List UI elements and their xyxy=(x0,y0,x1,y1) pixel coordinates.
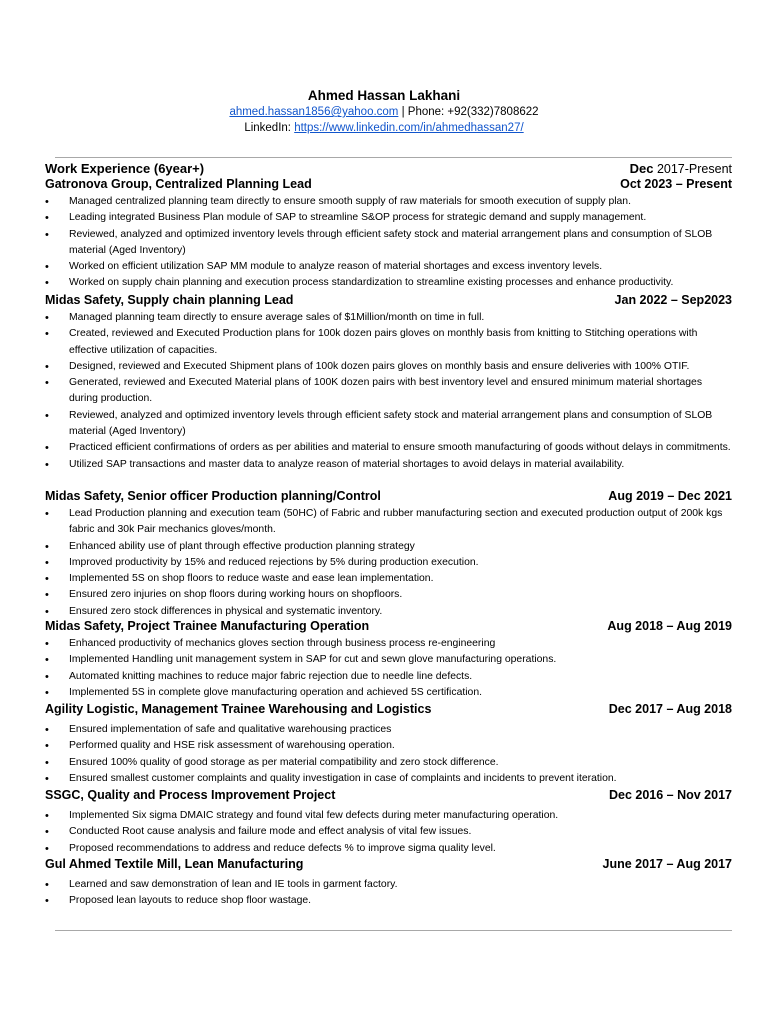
job-title: Midas Safety, Project Trainee Manufacturing Operation xyxy=(45,619,370,633)
list-item: • Automated knitting machines to reduce major fabric rejection due to needle line defects. xyxy=(45,669,732,685)
job-title: Gatronova Group, Centralized Planning Lead xyxy=(45,177,312,191)
job-bullets xyxy=(45,877,732,910)
contact-line xyxy=(0,104,768,120)
list-item: • Ensured implementation of safe and qualitative warehousing practices xyxy=(45,722,732,738)
bottom-divider xyxy=(55,930,732,931)
job-title: Agility Logistic, Management Trainee Warehousing and Logistics xyxy=(45,702,432,716)
job-bullets xyxy=(45,194,732,292)
list-item: • Implemented Handling unit management system in SAP for cut and sewn glove manufacturing operations. xyxy=(45,652,732,668)
resume-header xyxy=(0,88,768,136)
job-date: Aug 2019 – Dec 2021 xyxy=(608,489,732,503)
list-item: • Managed planning team directly to ensure average sales of $1Million/month on time in full. xyxy=(45,310,732,326)
job-title: SSGC, Quality and Process Improvement Project xyxy=(45,788,336,802)
job-entry xyxy=(45,788,732,857)
list-item: • Worked on supply chain planning and execution process standardization to streamline existing processes and enhance productivity. xyxy=(45,275,732,291)
list-item: • Proposed lean layouts to reduce shop floor wastage. xyxy=(45,893,732,909)
list-item: • Designed, reviewed and Executed Shipment plans of 100k dozen pairs gloves on monthly basis and ensure deliveries with 100% OTIF. xyxy=(45,359,732,375)
list-item: • Lead Production planning and execution team (50HC) of Fabric and rubber manufacturing section and executed production output of 200k kgs fabric and 30k Pair mechanics gloves/month. xyxy=(45,506,732,539)
job-title: Midas Safety, Senior officer Production planning/Control xyxy=(45,489,381,503)
list-item: • Worked on efficient utilization SAP MM module to analyze reason of material shortages and excess inventory levels. xyxy=(45,259,732,275)
section-title: Work Experience (6year+) xyxy=(45,161,205,176)
list-item: • Learned and saw demonstration of lean and IE tools in garment factory. xyxy=(45,877,732,893)
job-date: Jan 2022 – Sep2023 xyxy=(614,293,732,307)
list-item: • Utilized SAP transactions and master data to analyze reason of material shortages to avoid delays in material availability. xyxy=(45,457,732,473)
list-item: • Generated, reviewed and Executed Material plans of 100K dozen pairs with best inventory level and ensured minimum material shortages during production. xyxy=(45,375,732,408)
job-entry xyxy=(45,857,732,910)
list-item: • Ensured smallest customer complaints and quality investigation in case of complaints and incidents to prevent iteration. xyxy=(45,771,732,787)
list-item: • Ensured zero injuries on shop floors during working hours on shopfloors. xyxy=(45,587,732,603)
job-bullets xyxy=(45,506,732,620)
list-item: • Enhanced ability use of plant through effective production planning strategy xyxy=(45,539,732,555)
list-item: • Implemented Six sigma DMAIC strategy and found vital few defects during meter manufacturing operation. xyxy=(45,808,732,824)
top-divider xyxy=(55,157,732,158)
phone-text: | Phone: +92(332)7808622 xyxy=(398,106,539,118)
job-date: June 2017 – Aug 2017 xyxy=(602,857,732,871)
email-link[interactable]: ahmed.hassan1856@yahoo.com xyxy=(229,106,399,118)
list-item: • Managed centralized planning team directly to ensure smooth supply of raw materials for smooth execution of supply plan. xyxy=(45,194,732,210)
job-entry xyxy=(45,177,732,292)
list-item: • Implemented 5S in complete glove manufacturing operation and achieved 5S certification. xyxy=(45,685,732,701)
linkedin-link[interactable]: https://www.linkedin.com/in/ahmedhassan27/ xyxy=(294,122,524,134)
list-item: • Created, reviewed and Executed Production plans for 100k dozen pairs gloves on monthly basis from knitting to Stitching operations with effective utilization of capacities. xyxy=(45,326,732,359)
work-experience-heading xyxy=(45,161,732,176)
list-item: • Leading integrated Business Plan module of SAP to streamline S&OP process for strategic demand and supply management. xyxy=(45,210,732,226)
candidate-name: Ahmed Hassan Lakhani xyxy=(307,88,461,103)
job-entry xyxy=(45,702,732,787)
list-item: • Improved productivity by 15% and reduced rejections by 5% during production execution. xyxy=(45,555,732,571)
job-date: Dec 2016 – Nov 2017 xyxy=(608,788,732,802)
list-item: • Conducted Root cause analysis and failure mode and effect analysis of vital few issues. xyxy=(45,824,732,840)
section-date: Dec 2017-Present xyxy=(629,161,732,176)
list-item: • Proposed recommendations to address and reduce defects % to improve sigma quality level. xyxy=(45,841,732,857)
job-title: Gul Ahmed Textile Mill, Lean Manufacturing xyxy=(45,857,304,871)
list-item: • Enhanced productivity of mechanics gloves section through business process re-engineering xyxy=(45,636,732,652)
job-date: Dec 2017 – Aug 2018 xyxy=(608,702,732,716)
list-item: • Reviewed, analyzed and optimized inventory levels through efficient safety stock and material arrangement plans and consumption of SLOB material (Aged Inventory) xyxy=(45,227,732,260)
job-bullets xyxy=(45,636,732,701)
job-title: Midas Safety, Supply chain planning Lead xyxy=(45,293,294,307)
job-entry xyxy=(45,619,732,701)
list-item: • Ensured zero stock differences in physical and systematic inventory. xyxy=(45,604,732,620)
list-item: • Practiced efficient confirmations of orders as per abilities and material to ensure smooth manufacturing of goods without delays in commitments. xyxy=(45,440,732,456)
list-item: • Ensured 100% quality of good storage as per material compatibility and zero stock difference. xyxy=(45,755,732,771)
job-entry xyxy=(45,489,732,620)
linkedin-label: LinkedIn: xyxy=(244,122,295,134)
job-bullets xyxy=(45,310,732,473)
list-item: • Reviewed, analyzed and optimized inventory levels through efficient safety stock and material arrangement plans and consumption of SLOB material (Aged Inventory) xyxy=(45,408,732,441)
job-entry xyxy=(45,293,732,473)
linkedin-line xyxy=(0,120,768,136)
job-date: Aug 2018 – Aug 2019 xyxy=(607,619,732,633)
job-date: Oct 2023 – Present xyxy=(620,177,732,191)
list-item: • Performed quality and HSE risk assessment of warehousing operation. xyxy=(45,738,732,754)
job-bullets xyxy=(45,722,732,787)
list-item: • Implemented 5S on shop floors to reduce waste and ease lean implementation. xyxy=(45,571,732,587)
job-bullets xyxy=(45,808,732,857)
